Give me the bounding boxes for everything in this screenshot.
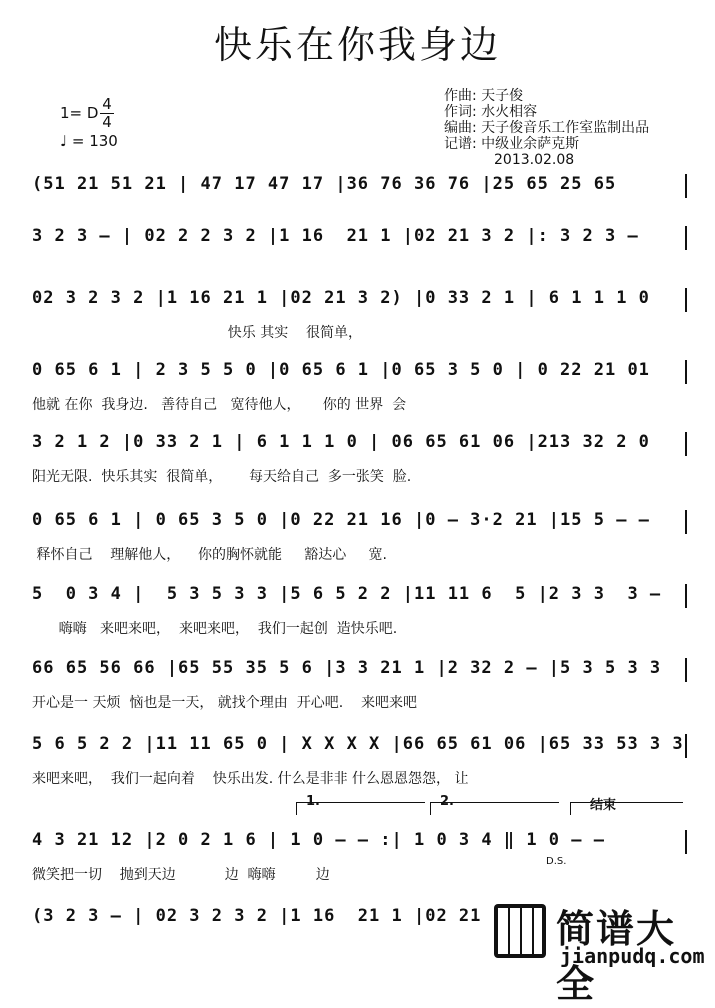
notes-line: (51 21 51 21 | 47 17 47 17 |36 76 36 76 |25 65 25 65 (32, 174, 617, 194)
composer: 作曲: 天子俊 (444, 88, 524, 104)
lyrics-line: 嗨嗨 来吧来吧， 来吧来吧， 我们一起创 造快乐吧. (32, 621, 398, 637)
key-signature: 1= D (60, 104, 99, 122)
watermark-name: 简谱大全 (556, 907, 677, 1006)
transcription-date: 2013.02.08 (494, 152, 575, 168)
notes-line: 3 2 3 – | 02 2 2 3 2 |1 16 21 1 |02 21 3 2 |: 3 2 3 – (32, 226, 639, 246)
barline (685, 658, 687, 682)
barline (685, 174, 687, 198)
notes-line: 02 3 2 3 2 |1 16 21 1 |02 21 3 2) |0 33 2 1 | 6 1 1 1 0 (32, 288, 650, 308)
time-signature-top: 4 (102, 95, 112, 113)
barline (685, 226, 687, 250)
barline (685, 288, 687, 312)
barline (685, 432, 687, 456)
notes-line: 5 0 3 4 | 5 3 5 3 3 |5 6 5 2 2 |11 11 6 5 |2 3 3 3 – (32, 584, 662, 604)
lyrics-line: 释怀自己 理解他人， 你的胸怀就能 豁达心 宽. (32, 547, 388, 563)
ending-label: 结束 (590, 798, 617, 813)
barline (685, 510, 687, 534)
quarter-note-icon: ♩ (60, 132, 68, 150)
notes-line: 3 2 1 2 |0 33 2 1 | 6 1 1 1 0 | 06 65 61 06 |213 32 2 0 (32, 432, 650, 452)
lyrics-line: 来吧来吧， 我们一起向着 快乐出发. 什么是非非 什么恩恩怨怨， 让 (32, 771, 469, 787)
credits-block (444, 88, 649, 168)
transcriber: 记谱: 中级业余萨克斯 (444, 136, 580, 152)
notes-line: (3 2 3 – | 02 3 2 3 2 |1 16 21 1 |02 21 (32, 906, 482, 926)
notes-line: 66 65 56 66 |65 55 35 5 6 |3 3 21 1 |2 32 2 – |5 3 5 3 3 (32, 658, 662, 678)
song-title: 快乐在你我身边 (213, 23, 501, 67)
piano-keys-icon (494, 904, 546, 958)
lyrics-line: 微笑把一切 抛到天边 边 嗨嗨 边 (32, 867, 330, 883)
notes-line: 5 6 5 2 2 |11 11 65 0 | X X X X |66 65 61 06 |65 33 53 3 3 (32, 734, 684, 754)
dal-segno-marking: D.S. (546, 856, 567, 867)
site-watermark (490, 898, 715, 1006)
lyrics-line: 快乐 其实 很简单， (32, 325, 363, 341)
lyrics-line: 开心是一 天烦 恼也是一天， 就找个理由 开心吧. 来吧来吧 (32, 695, 417, 711)
time-signature-bottom: 4 (100, 113, 114, 131)
volta-second-label: 2. (440, 794, 454, 809)
barline (685, 734, 687, 758)
arranger: 编曲: 天子俊音乐工作室监制出品 (444, 120, 650, 136)
lyrics-line: 阳光无限. 快乐其实 很简单， 每天给自己 多一张笑 脸. (32, 469, 412, 485)
notes-line: 4 3 21 12 |2 0 2 1 6 | 1 0 – – :| 1 0 3 4 ‖ 1 0 – – (32, 830, 605, 850)
tempo-value: = 130 (71, 132, 118, 150)
lyrics-line: 他就 在你 我身边. 善待自己 宽待他人， 你的 世界 会 (32, 397, 407, 413)
ending-bracket (570, 802, 683, 815)
lyricist: 作词: 水火相容 (444, 104, 538, 120)
watermark-url: jianpudq.com (560, 944, 705, 968)
time-signature (100, 96, 114, 131)
tempo-marking (60, 132, 118, 150)
barline (685, 830, 687, 854)
notes-line: 0 65 6 1 | 2 3 5 5 0 |0 65 6 1 |0 65 3 5 0 | 0 22 21 01 (32, 360, 650, 380)
barline (685, 584, 687, 608)
barline (685, 360, 687, 384)
notes-line: 0 65 6 1 | 0 65 3 5 0 |0 22 21 16 |0 – 3·2 21 |15 5 – – (32, 510, 650, 530)
volta-first-label: 1. (306, 794, 320, 809)
